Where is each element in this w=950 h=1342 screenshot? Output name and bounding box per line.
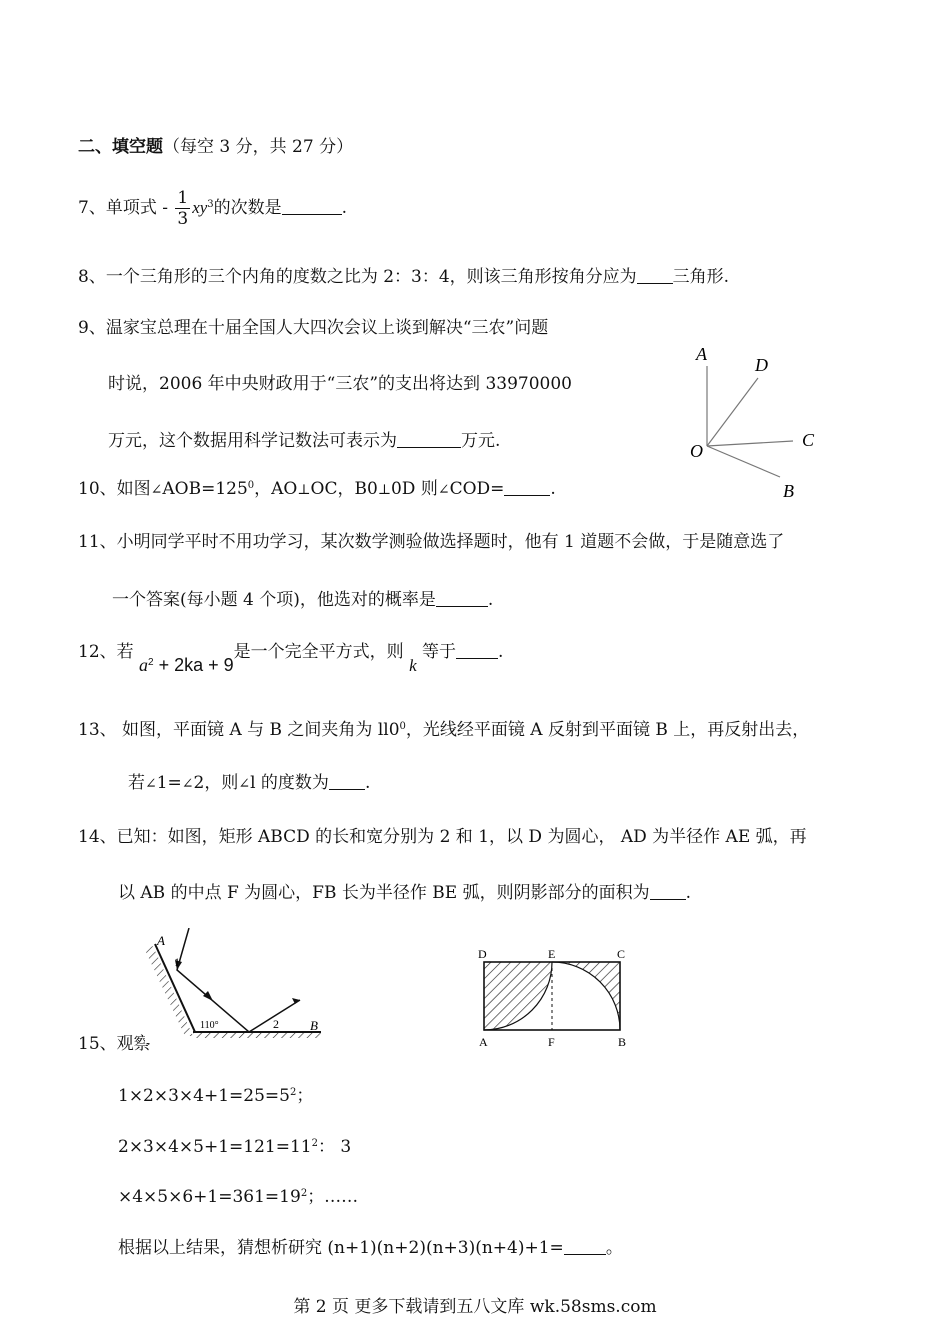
- q13-degree: 0: [399, 721, 406, 732]
- q13-line-2a: 若: [128, 773, 145, 793]
- right-hatch: [552, 962, 620, 1030]
- angle-symbol: ∠: [437, 482, 450, 498]
- q13-line-2d: l 的度数为: [250, 773, 329, 793]
- ray-OD: [707, 378, 758, 446]
- q7-answer-blank[interactable]: [282, 198, 342, 215]
- rect-label-D: D: [478, 947, 487, 961]
- q9-answer-blank[interactable]: [397, 431, 461, 448]
- label-D: D: [755, 355, 768, 375]
- q11-line-2: [112, 589, 493, 611]
- q9-line-2: 时说，2006 年中央财政用于“三农”的支出将达到 33970000: [108, 374, 572, 394]
- label-B: B: [783, 481, 794, 501]
- q9-line-3-text: 万元，这个数据用科学记数法可表示为: [108, 431, 397, 451]
- q12-exponent: 2: [148, 657, 154, 668]
- q10-part-3: ，AO: [254, 479, 298, 499]
- q15-equation-3: [118, 1186, 358, 1208]
- ray-OC: [707, 441, 793, 446]
- q15-eq1-end: ；: [296, 1086, 314, 1106]
- q7-var-y: y: [199, 198, 208, 217]
- question-8: [78, 266, 729, 288]
- q8-text: 8、一个三角形的三个内角的度数之比为 2：3：4，则该三角形按角分应为: [78, 267, 637, 287]
- section-title: 二、填空题: [78, 137, 163, 157]
- q13-line-2: [128, 772, 370, 795]
- mirror-figure: [145, 928, 330, 1043]
- mirror-label-angle: 110°: [200, 1020, 219, 1031]
- q11-line-2-text: 一个答案(每小题 4 个项)，他选对的概率是: [112, 590, 436, 610]
- q12-expression-rest: + 2ka + 9: [153, 655, 234, 675]
- q15-equation-2: [118, 1136, 351, 1158]
- rect-label-E: E: [548, 947, 556, 961]
- label-C: C: [802, 430, 815, 450]
- q15-eq3-exponent: 2: [300, 1188, 308, 1199]
- q9-line-3: [108, 430, 500, 452]
- angle-symbol: ∠: [238, 776, 251, 792]
- perpendicular-symbol: ⊥: [297, 482, 311, 498]
- page-footer: 第 2 页 更多下载请到五八文库 wk.58sms.com: [293, 1297, 657, 1317]
- q15-answer-blank[interactable]: [564, 1238, 606, 1255]
- q12-answer-blank[interactable]: [456, 642, 498, 659]
- q7-exponent: 3: [207, 199, 214, 210]
- q8-suffix: 三角形.: [672, 267, 730, 287]
- q10-part-2: AOB=125: [162, 479, 248, 499]
- angle-figure: [680, 340, 830, 505]
- question-7: [78, 186, 347, 230]
- q15-eq2-text: 2×3×4×5+1=121=11: [118, 1137, 312, 1157]
- q15-eq1-exponent: 2: [290, 1087, 297, 1098]
- q13-line-2b: 1=: [156, 773, 182, 793]
- q13-line-1a: 13、 如图，平面镜 A 与 B 之间夹角为 ll0: [78, 720, 400, 740]
- section-note: （每空 3 分，共 27 分）: [163, 137, 354, 157]
- q12-end: .: [498, 642, 504, 662]
- q15-eq3-text: ×4×5×6+1=361=19: [118, 1187, 301, 1207]
- q10-degree: 0: [247, 480, 255, 491]
- question-12: [78, 640, 504, 675]
- q11-line-1: 11、小明同学平时不用功学习，某次数学测验做选择题时，他有 1 道题不会做，于是随意选了: [78, 532, 785, 552]
- q15-eq3-end: ；……: [307, 1187, 359, 1207]
- q11-answer-blank[interactable]: [436, 590, 488, 607]
- q14-line-2: [118, 882, 691, 904]
- q7-suffix: 的次数是: [213, 198, 282, 218]
- q10-part-6: COD=: [449, 479, 505, 499]
- q15-equation-1: [118, 1085, 313, 1107]
- angle-symbol: ∠: [181, 776, 194, 792]
- q13-line-1b: ，光线经平面镜 A 反射到平面镜 B 上，再反射出去，: [405, 720, 810, 740]
- rect-label-A: A: [479, 1035, 488, 1049]
- rect-label-C: C: [617, 947, 626, 961]
- q7-numerator: 1: [177, 188, 189, 208]
- q15-conclusion: [118, 1237, 623, 1259]
- q10-part-1: 10、如图: [78, 479, 151, 499]
- q9-suffix: 万元.: [461, 431, 501, 451]
- q11-end: .: [487, 590, 494, 610]
- q10-answer-blank[interactable]: [504, 479, 550, 496]
- mirror-label-A: A: [157, 933, 165, 948]
- q13-line-1: [78, 719, 809, 741]
- mirror-label-B: B: [310, 1018, 318, 1033]
- perpendicular-symbol: ⊥: [377, 482, 391, 498]
- q15-end: 。: [605, 1238, 623, 1258]
- section-heading: [78, 136, 353, 158]
- q15-label: 15、观察: [78, 1034, 151, 1054]
- q10-end: .: [550, 479, 556, 499]
- rect-label-F: F: [548, 1035, 555, 1049]
- light-ray: [177, 928, 300, 1032]
- q12-prefix: 12、若: [78, 642, 134, 662]
- q8-answer-blank[interactable]: [637, 267, 673, 284]
- q14-line-2-text: 以 AB 的中点 F 为圆心，FB 长为半径作 BE 弧，则阴影部分的面积为: [118, 883, 650, 903]
- q12-var-a: a: [139, 655, 149, 675]
- mirror-A-hatch: [145, 946, 193, 1036]
- q7-prefix: 7、单项式 -: [78, 198, 168, 218]
- q7-denominator: 3: [177, 209, 189, 229]
- label-O: O: [690, 441, 703, 461]
- angle-symbol: ∠: [145, 776, 157, 792]
- q9-line-1: 9、温家宝总理在十届全国人大四次会议上谈到解决“三农”问题: [78, 318, 549, 338]
- question-10: [78, 478, 556, 501]
- label-A: A: [696, 344, 707, 364]
- q15-eq2-end: ： 3: [318, 1137, 352, 1157]
- ray-OB: [707, 446, 780, 477]
- mirror-label-1: 1: [174, 955, 180, 969]
- mirror-label-2: 2: [273, 1017, 279, 1031]
- q10-part-4: OC，B0: [310, 479, 378, 499]
- q12-expression: [139, 655, 234, 675]
- q15-eq1-text: 1×2×3×4+1=25=5: [118, 1086, 290, 1106]
- q7-var-x: x: [192, 198, 200, 217]
- q14-end: .: [685, 883, 691, 903]
- q12-middle: 是一个完全平方式，则: [233, 642, 404, 662]
- arrow-2-icon: [203, 991, 213, 1001]
- q7-fraction: [175, 188, 190, 229]
- q12-var-k: k: [409, 656, 417, 675]
- q13-end: .: [364, 773, 371, 793]
- q13-answer-blank[interactable]: [329, 773, 365, 790]
- q15-conclusion-text: 根据以上结果，猜想析研究 (n+1)(n+2)(n+3)(n+4)+1=: [118, 1238, 564, 1258]
- rect-label-B: B: [618, 1035, 627, 1049]
- q7-end: .: [341, 198, 348, 218]
- rectangle-figure: [470, 943, 640, 1053]
- q13-line-2c: 2，则: [193, 773, 239, 793]
- angle-symbol: ∠: [150, 482, 163, 498]
- q12-suffix: 等于: [422, 642, 457, 662]
- q10-part-5: 0D 则: [390, 479, 438, 499]
- q15-eq2-exponent: 2: [311, 1138, 318, 1149]
- q14-line-1: 14、已知：如图，矩形 ABCD 的长和宽分别为 2 和 1，以 D 为圆心， AD 为半径作 AE 弧，再: [78, 827, 807, 847]
- q14-answer-blank[interactable]: [650, 883, 686, 900]
